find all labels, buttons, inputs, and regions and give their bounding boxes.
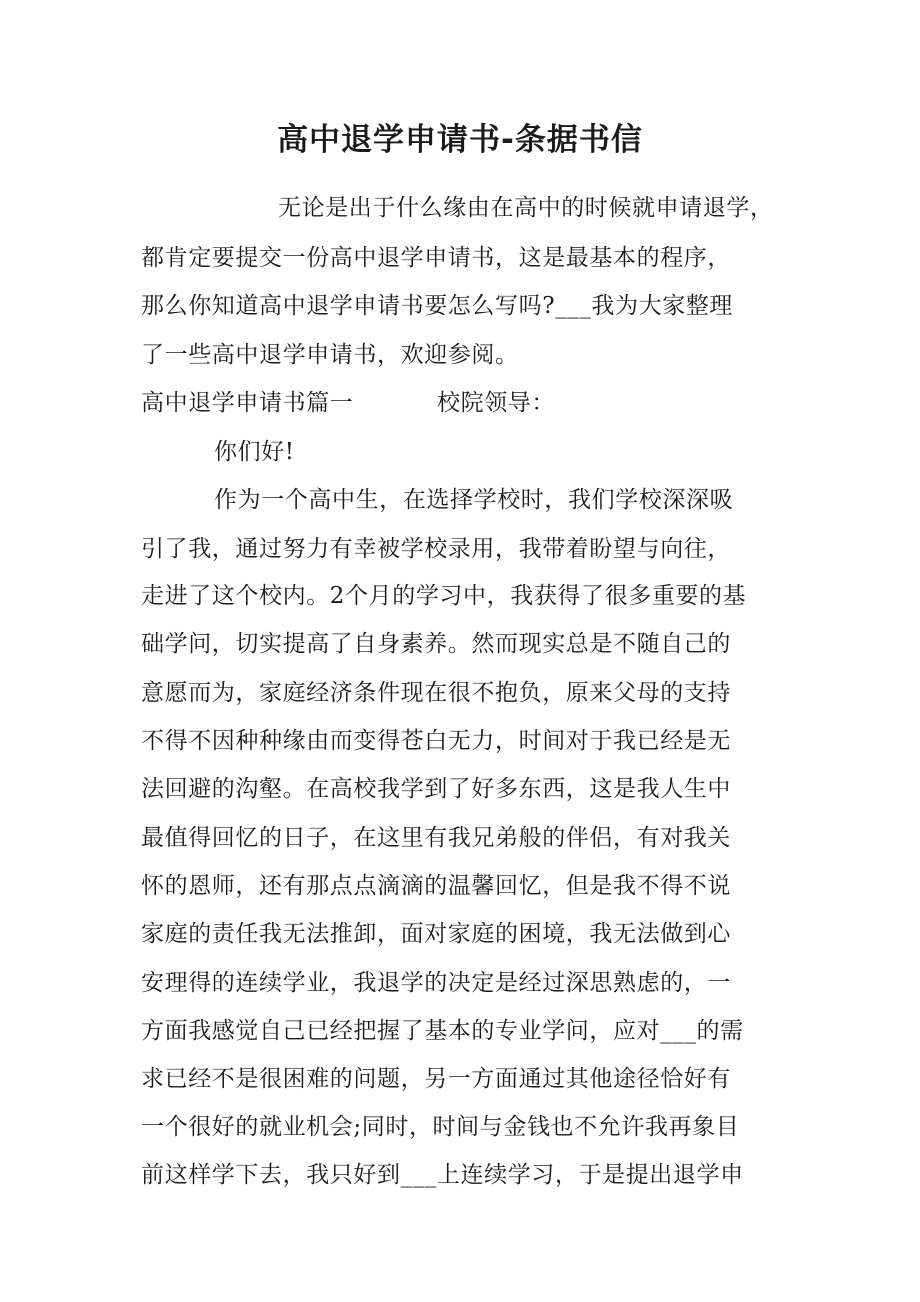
body-line: 怀的恩师，还有那点点滴滴的温馨回忆，但是我不得不说 [141, 873, 731, 899]
body-line: 最值得回忆的日子，在这里有我兄弟般的伴侣，有对我关 [141, 825, 731, 851]
greeting: 你们好! [214, 439, 295, 465]
body-line: 安理得的连续学业，我退学的决定是经过深思熟虑的，一 [141, 970, 731, 996]
body-line: 一个很好的就业机会;同时，时间与金钱也不允许我再象目 [141, 1114, 740, 1140]
addressee: 校院领导： [437, 390, 555, 416]
body-line: 础学问，切实提高了自身素养。然而现实总是不随自己的 [141, 631, 731, 657]
section-heading: 高中退学申请书篇一 [141, 390, 354, 416]
body-line: 方面我感觉自己已经把握了基本的专业学问，应对___的需 [141, 1018, 744, 1044]
body-line: 法回避的沟壑。在高校我学到了好多东西，这是我人生中 [141, 776, 731, 802]
body-line: 不得不因种种缘由而变得苍白无力，时间对于我已经是无 [141, 728, 731, 754]
body-line: 作为一个高中生，在选择学校时，我们学校深深吸 [214, 487, 734, 513]
section-heading-line [141, 387, 555, 419]
intro-line: 那么你知道高中退学申请书要怎么写吗?___我为大家整理 [141, 293, 734, 319]
body-line: 家庭的责任我无法推卸，面对家庭的困境，我无法做到心 [141, 921, 731, 947]
body-line: 走进了这个校内。2个月的学习中，我获得了很多重要的基 [141, 583, 747, 609]
intro-line: 都肯定要提交一份高中退学申请书，这是最基本的程序， [141, 245, 731, 271]
document-title: 高中退学申请书-条据书信 [277, 122, 643, 158]
intro-line: 了一些高中退学申请书，欢迎参阅。 [141, 342, 519, 368]
body-line: 前这样学下去，我只好到___上连续学习，于是提出退学申 [141, 1162, 744, 1188]
intro-line: 无论是出于什么缘由在高中的时候就申请退学， [278, 195, 774, 221]
body-line: 引了我，通过努力有幸被学校录用，我带着盼望与向往， [141, 536, 731, 562]
body-line: 意愿而为，家庭经济条件现在很不抱负，原来父母的支持 [141, 680, 731, 706]
body-line: 求已经不是很困难的问题，另一方面通过其他途径恰好有 [141, 1066, 731, 1092]
